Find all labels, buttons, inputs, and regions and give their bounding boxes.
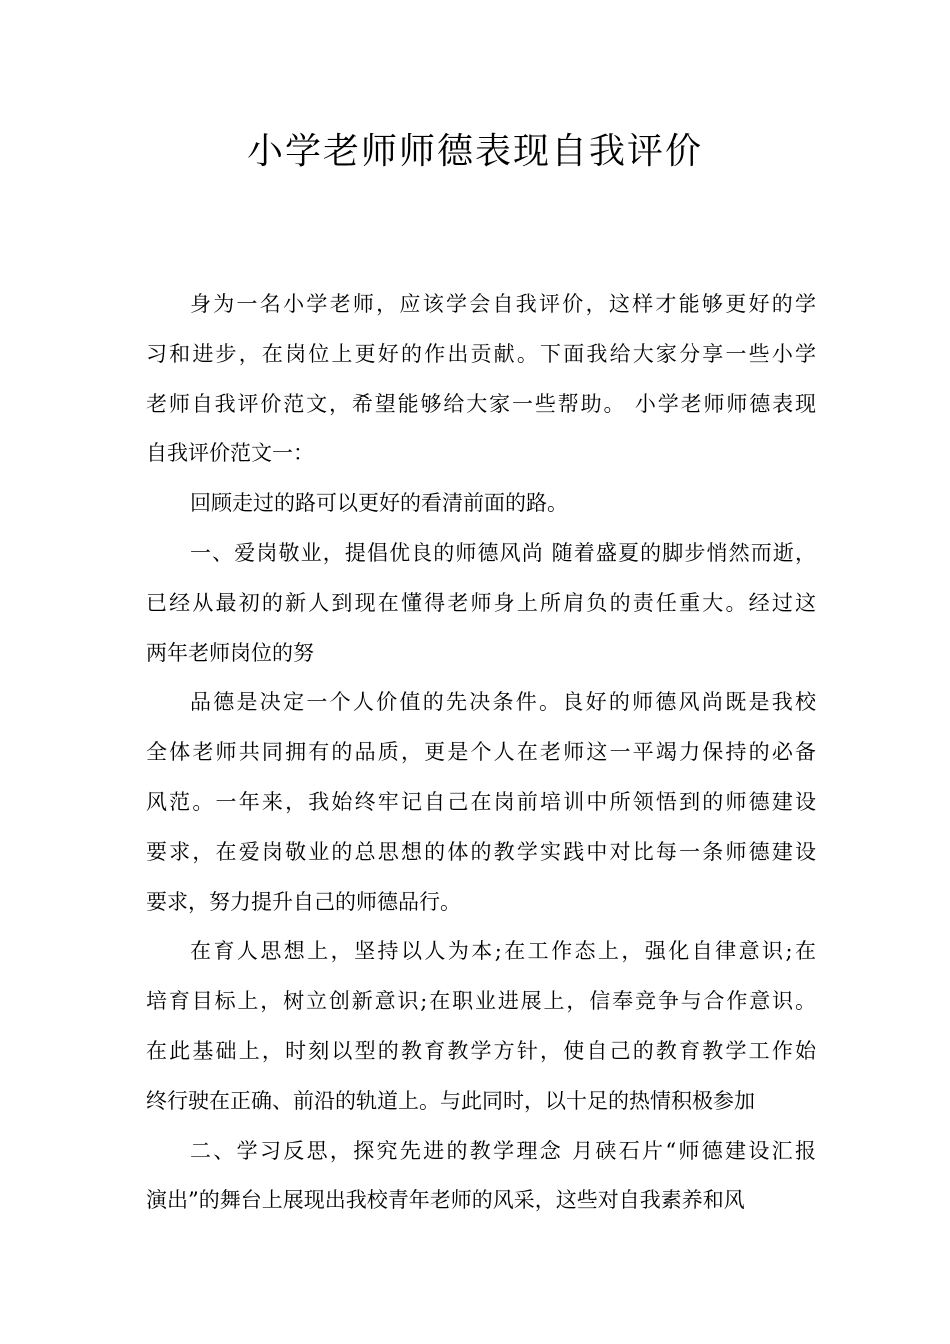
paragraph — [146, 280, 816, 479]
text-line: 已经从最初的新人到现在懂得老师身上所肩负的责任重大。经过这 — [146, 590, 816, 615]
text-line: 全体老师共同拥有的品质，更是个人在老师这一平竭力保持的必备 — [146, 740, 816, 765]
text-line: 在此基础上，时刻以型的教育教学方针，使自己的教育教学工作始 — [146, 1038, 816, 1063]
text-line: 风范。一年来，我始终牢记自己在岗前培训中所领悟到的师德建设 — [146, 789, 816, 814]
text-line: 在育人思想上，坚持以人为本;在工作态上，强化自律意识;在 — [190, 939, 816, 964]
text-line: 演出”的舞台上展现出我校青年老师的风采，这些对自我素养和风 — [146, 1188, 745, 1213]
text-line: 一、爱岗敬业，提倡优良的师德风尚 随着盛夏的脚步悄然而逝， — [190, 540, 816, 565]
text-line: 习和进步，在岗位上更好的作出贡献。下面我给大家分享一些小学 — [146, 341, 816, 366]
text-line: 要求，努力提升自己的师德品行。 — [146, 889, 461, 914]
text-line: 自我评价范文一： — [146, 441, 314, 466]
paragraph — [146, 927, 816, 1126]
paragraph — [146, 529, 816, 678]
paragraph — [146, 479, 816, 529]
paragraph — [146, 1127, 816, 1227]
text-line: 回顾走过的路可以更好的看清前面的路。 — [190, 491, 568, 516]
text-line: 两年老师岗位的努 — [146, 640, 314, 665]
text-line: 老师自我评价范文，希望能够给大家一些帮助。 小学老师师德表现 — [146, 391, 816, 416]
text-line: 身为一名小学老师，应该学会自我评价，这样才能够更好的学 — [190, 292, 816, 316]
document-title: 小学老师师德表现自我评价 — [246, 131, 703, 172]
document-body — [146, 280, 816, 1226]
text-line: 二、学习反思，探究先进的教学理念 月硖石片“师德建设汇报 — [190, 1138, 816, 1163]
paragraph — [146, 678, 816, 927]
text-line: 培育目标上，树立创新意识;在职业进展上，信奉竞争与合作意识。 — [146, 989, 816, 1014]
text-line: 要求，在爱岗敬业的总思想的体的教学实践中对比每一条师德建设 — [146, 839, 816, 864]
text-line: 终行驶在正确、前沿的轨道上。与此同时，以十足的热情积极参加 — [146, 1088, 755, 1113]
text-line: 品德是决定一个人价值的先决条件。良好的师德风尚既是我校 — [190, 690, 816, 715]
